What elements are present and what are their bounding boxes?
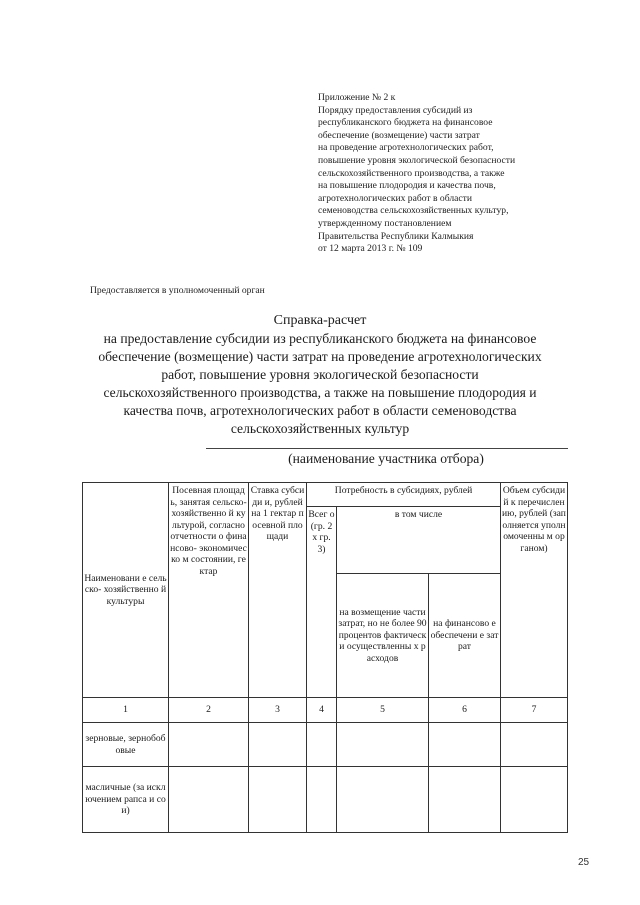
appendix-line: сельскохозяйственного производства, а также (318, 167, 505, 179)
subtitle-line: сельскохозяйственных культур (230, 421, 410, 436)
appendix-line: от 12 марта 2013 г. № 109 (318, 243, 423, 255)
appendix-line: республиканского бюджета на финансовое (318, 117, 493, 129)
column-number: 4 (307, 698, 337, 723)
appendix-line: Правительства Республики Калмыкия (318, 230, 474, 242)
subtitle-line: качества почв, агротехнологических работ в области семеноводства (123, 403, 517, 418)
appendix-line: агротехнологических работ в области (318, 192, 473, 204)
column-number: 1 (83, 698, 169, 723)
sown-area-cell[interactable] (169, 767, 249, 833)
header-crop-name: Наименовани е сельско- хозяйственно й культуры (83, 483, 169, 698)
column-number: 2 (169, 698, 249, 723)
header-total: Всег о (гр. 2 х гр. 3) (307, 507, 337, 698)
participant-label: (наименование участника отбора) (288, 451, 484, 466)
subtitle-line: на предоставление субсидии из республиканского бюджета на финансовое (103, 331, 537, 346)
appendix-reference-block (318, 92, 598, 256)
subsidy-calculation-table (82, 482, 568, 833)
compensation-cell[interactable] (337, 767, 429, 833)
column-number: 3 (249, 698, 307, 723)
total-cell[interactable] (307, 767, 337, 833)
participant-fill-line (206, 448, 568, 449)
rate-cell[interactable] (249, 767, 307, 833)
financing-cell[interactable] (429, 767, 501, 833)
header-transfer-amount: Объем субсидий к перечислению, рублей (заполняется уполномоченны м органом) (501, 483, 568, 698)
financing-cell[interactable] (429, 723, 501, 767)
table-row (83, 767, 568, 833)
appendix-line: утвержденному постановлением (318, 217, 452, 229)
appendix-line: на повышение плодородия и качества почв, (318, 180, 496, 192)
subtitle-line: сельскохозяйственного производства, а также на повышение плодородия и (103, 385, 537, 400)
sown-area-cell[interactable] (169, 723, 249, 767)
subtitle-line: обеспечение (возмещение) части затрат на проведение агротехнологических (98, 349, 542, 364)
compensation-cell[interactable] (337, 723, 429, 767)
appendix-line: на проведение агротехнологических работ, (318, 142, 494, 154)
header-including: в том числе (337, 507, 501, 574)
subtitle-line: работ, повышение уровня экологической безопасности (161, 367, 479, 382)
column-number: 6 (429, 698, 501, 723)
appendix-line: обеспечение (возмещение) части затрат (318, 129, 480, 141)
column-number: 5 (337, 698, 429, 723)
transfer-cell[interactable] (501, 767, 568, 833)
header-compensation: на возмещение части затрат, но не более 90 процентов фактически осуществленны х расходов (337, 574, 429, 698)
document-subtitle (80, 330, 560, 438)
header-subsidy-need: Потребность в субсидиях, рублей (307, 483, 501, 507)
crop-name-cell: масличные (за исключением рапса и сои) (83, 767, 169, 833)
header-subsidy-rate: Ставка субсиди и, рублей на 1 гектар посевной площади (249, 483, 307, 698)
total-cell[interactable] (307, 723, 337, 767)
header-sown-area: Посевная площадь, занятая сельско- хозяйственно й культурой, согласно отчетности о финансово- экономическо м состоянии, гектар (169, 483, 249, 698)
table-row (83, 723, 568, 767)
page-number: 25 (578, 857, 590, 868)
appendix-line: семеноводства сельскохозяйственных культур, (318, 205, 509, 217)
header-financing: на финансово е обеспечени е затрат (429, 574, 501, 698)
column-number: 7 (501, 698, 568, 723)
appendix-line: Приложение № 2 к (318, 92, 396, 103)
crop-name-cell: зерновые, зернобобовые (83, 723, 169, 767)
appendix-line: Порядку предоставления субсидий из (318, 104, 473, 116)
rate-cell[interactable] (249, 723, 307, 767)
document-title: Справка-расчет (273, 313, 367, 328)
appendix-line: повышение уровня экологической безопасности (318, 154, 516, 166)
submit-note: Предоставляется в уполномоченный орган (90, 285, 265, 296)
transfer-cell[interactable] (501, 723, 568, 767)
